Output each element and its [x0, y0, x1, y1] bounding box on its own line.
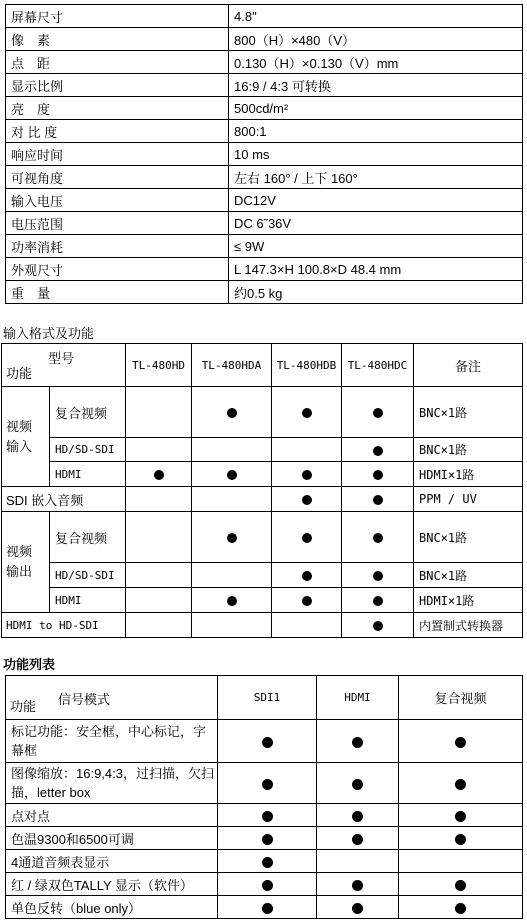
support-cell — [399, 896, 523, 919]
remark-cell: BNC×1路 — [414, 387, 523, 438]
spec-row — [6, 189, 523, 212]
support-cell — [342, 387, 414, 438]
remark-cell: BNC×1路 — [414, 512, 523, 563]
support-cell — [126, 387, 192, 438]
support-dot-icon — [154, 470, 164, 480]
model-header: TL-480HDA — [192, 344, 272, 387]
format-label: HDMI — [50, 588, 126, 613]
support-cell — [192, 438, 272, 462]
support-cell — [317, 896, 399, 919]
corner-top: 信号模式 — [58, 692, 111, 707]
feature-label: 色温9300和6500可调 — [6, 827, 218, 850]
support-cell — [218, 804, 317, 827]
support-cell — [272, 613, 342, 638]
support-cell — [126, 487, 192, 512]
spec-label: 电压范围 — [6, 212, 229, 235]
spec-row — [6, 166, 523, 189]
support-cell — [218, 827, 317, 850]
support-cell — [126, 512, 192, 563]
spec-row — [6, 51, 523, 74]
spec-row — [6, 258, 523, 281]
signal-column-header: SDI1 — [218, 676, 317, 720]
remark-cell: BNC×1路 — [414, 438, 523, 462]
support-cell — [192, 563, 272, 588]
spec-label: 点 距 — [6, 51, 229, 74]
remark-header: 备注 — [414, 344, 523, 387]
feature-row — [6, 896, 523, 919]
support-dot-icon — [352, 779, 363, 790]
corner-cell — [6, 676, 218, 720]
support-dot-icon — [302, 533, 312, 543]
group-label: 视频 输入 — [2, 387, 50, 487]
spec-label: 功率消耗 — [6, 235, 229, 258]
support-cell — [317, 763, 399, 804]
format-label: SDI 嵌入音频 — [2, 487, 126, 512]
support-cell — [317, 873, 399, 896]
support-dot-icon — [302, 495, 312, 505]
feature-row — [6, 827, 523, 850]
section-title-input-formats: 输入格式及功能 — [3, 326, 95, 341]
support-dot-icon — [352, 880, 363, 891]
remark-cell: 内置制式转换器 — [414, 613, 523, 638]
corner-cell — [2, 344, 126, 387]
format-row — [2, 438, 523, 462]
remark-cell: BNC×1路 — [414, 563, 523, 588]
section-title-feature-list: 功能列表 — [3, 657, 56, 672]
support-dot-icon — [352, 834, 363, 845]
support-cell — [192, 588, 272, 613]
spec-value: DC12V — [229, 189, 523, 212]
support-dot-icon — [352, 737, 363, 748]
spec-label: 外观尺寸 — [6, 258, 229, 281]
support-dot-icon — [227, 408, 237, 418]
spec-row — [6, 5, 523, 28]
spec-row — [6, 28, 523, 51]
support-dot-icon — [352, 903, 363, 914]
spec-value: 500cd/m² — [229, 97, 523, 120]
support-dot-icon — [302, 408, 312, 418]
feature-row — [6, 850, 523, 873]
group-label: 视频 输出 — [2, 512, 50, 613]
support-dot-icon — [227, 533, 237, 543]
support-cell — [192, 512, 272, 563]
format-row — [2, 588, 523, 613]
support-dot-icon — [455, 811, 466, 822]
support-cell — [399, 827, 523, 850]
feature-row — [6, 873, 523, 896]
spec-row — [6, 281, 523, 304]
spec-label: 输入电压 — [6, 189, 229, 212]
corner-top: 型号 — [48, 351, 75, 366]
support-cell — [317, 720, 399, 763]
feature-label: 点对点 — [6, 804, 218, 827]
format-row — [2, 613, 523, 638]
support-cell — [192, 387, 272, 438]
support-cell — [126, 563, 192, 588]
support-cell — [272, 588, 342, 613]
support-cell — [272, 512, 342, 563]
corner-bottom: 功能 — [6, 366, 33, 381]
spec-value: 4.8" — [229, 5, 523, 28]
support-cell — [317, 827, 399, 850]
support-cell — [399, 873, 523, 896]
spec-value: 800（H）×480（V） — [229, 28, 523, 51]
remark-cell: PPM / UV — [414, 487, 523, 512]
support-cell — [126, 462, 192, 487]
spec-label: 对 比 度 — [6, 120, 229, 143]
support-cell — [342, 438, 414, 462]
support-dot-icon — [455, 834, 466, 845]
model-header: TL-480HDC — [342, 344, 414, 387]
support-cell — [272, 563, 342, 588]
model-header: TL-480HD — [126, 344, 192, 387]
support-dot-icon — [262, 811, 273, 822]
format-label: HD/SD-SDI — [50, 438, 126, 462]
spec-value: 左右 160° / 上下 160° — [229, 166, 523, 189]
support-cell — [218, 850, 317, 873]
support-dot-icon — [262, 880, 273, 891]
format-row — [2, 387, 523, 438]
format-row — [2, 512, 523, 563]
feature-label: 标记功能：安全框，中心标记，字幕框 — [6, 720, 218, 763]
support-cell — [317, 850, 399, 873]
support-cell — [399, 763, 523, 804]
feature-row — [6, 720, 523, 763]
support-dot-icon — [373, 446, 383, 456]
support-dot-icon — [455, 779, 466, 790]
support-dot-icon — [262, 857, 273, 868]
support-cell — [342, 588, 414, 613]
support-cell — [399, 720, 523, 763]
support-dot-icon — [262, 903, 273, 914]
spec-label: 响应时间 — [6, 143, 229, 166]
support-dot-icon — [373, 408, 383, 418]
support-dot-icon — [373, 470, 383, 480]
spec-value: 10 ms — [229, 143, 523, 166]
feature-row — [6, 804, 523, 827]
support-cell — [342, 462, 414, 487]
format-label: 复合视频 — [50, 512, 126, 563]
spec-row — [6, 120, 523, 143]
spec-row — [6, 212, 523, 235]
support-dot-icon — [262, 737, 273, 748]
support-dot-icon — [302, 571, 312, 581]
input-format-table — [1, 343, 523, 638]
support-cell — [272, 387, 342, 438]
support-dot-icon — [455, 903, 466, 914]
support-dot-icon — [352, 811, 363, 822]
spec-label: 像 素 — [6, 28, 229, 51]
spec-value: 16:9 / 4:3 可转换 — [229, 74, 523, 97]
support-cell — [126, 588, 192, 613]
feature-label: 红 / 绿双色TALLY 显示（软件） — [6, 873, 218, 896]
support-cell — [342, 613, 414, 638]
support-dot-icon — [302, 596, 312, 606]
support-cell — [272, 438, 342, 462]
format-row — [2, 487, 523, 512]
feature-header-row — [6, 676, 523, 720]
spec-row — [6, 235, 523, 258]
remark-cell: HDMI×1路 — [414, 462, 523, 487]
spec-value: DC 6˜36V — [229, 212, 523, 235]
spec-label: 亮 度 — [6, 97, 229, 120]
format-label: 复合视频 — [50, 387, 126, 438]
spec-row — [6, 74, 523, 97]
format-label: HDMI to HD-SDI — [2, 613, 126, 638]
feature-row — [6, 763, 523, 804]
format-label: HD/SD-SDI — [50, 563, 126, 588]
support-cell — [342, 487, 414, 512]
support-cell — [192, 613, 272, 638]
remark-cell: HDMI×1路 — [414, 588, 523, 613]
support-cell — [218, 873, 317, 896]
support-dot-icon — [302, 470, 312, 480]
spec-row — [6, 97, 523, 120]
support-cell — [218, 720, 317, 763]
support-cell — [218, 763, 317, 804]
corner-bottom: 功能 — [10, 699, 37, 714]
format-row — [2, 563, 523, 588]
support-cell — [317, 804, 399, 827]
spec-table — [5, 4, 523, 304]
support-cell — [399, 850, 523, 873]
spec-label: 显示比例 — [6, 74, 229, 97]
support-dot-icon — [373, 533, 383, 543]
support-dot-icon — [373, 495, 383, 505]
feature-label: 4通道音频表显示 — [6, 850, 218, 873]
model-header: TL-480HDB — [272, 344, 342, 387]
header-row — [2, 344, 523, 387]
spec-label: 可视角度 — [6, 166, 229, 189]
support-dot-icon — [373, 596, 383, 606]
support-cell — [126, 613, 192, 638]
support-cell — [192, 462, 272, 487]
format-label: HDMI — [50, 462, 126, 487]
support-cell — [272, 487, 342, 512]
feature-label: 单色反转（blue only） — [6, 896, 218, 919]
support-dot-icon — [262, 834, 273, 845]
spec-value: ≤ 9W — [229, 235, 523, 258]
signal-column-header: HDMI — [317, 676, 399, 720]
support-dot-icon — [373, 621, 383, 631]
support-cell — [342, 512, 414, 563]
feature-table — [5, 675, 523, 919]
support-cell — [126, 438, 192, 462]
spec-value: 0.130（H）×0.130（V）mm — [229, 51, 523, 74]
support-cell — [272, 462, 342, 487]
spec-value: L 147.3×H 100.8×D 48.4 mm — [229, 258, 523, 281]
support-cell — [342, 563, 414, 588]
support-dot-icon — [455, 737, 466, 748]
support-dot-icon — [227, 470, 237, 480]
spec-value: 800:1 — [229, 120, 523, 143]
support-cell — [192, 487, 272, 512]
spec-label: 重 量 — [6, 281, 229, 304]
support-cell — [399, 804, 523, 827]
format-row — [2, 462, 523, 487]
spec-label: 屏幕尺寸 — [6, 5, 229, 28]
support-cell — [218, 896, 317, 919]
support-dot-icon — [262, 779, 273, 790]
signal-column-header: 复合视频 — [399, 676, 523, 720]
spec-value: 约0.5 kg — [229, 281, 523, 304]
support-dot-icon — [455, 880, 466, 891]
support-dot-icon — [227, 596, 237, 606]
support-dot-icon — [373, 571, 383, 581]
feature-label: 图像缩放：16:9,4:3，过扫描，欠扫描，letter box — [6, 763, 218, 804]
spec-row — [6, 143, 523, 166]
